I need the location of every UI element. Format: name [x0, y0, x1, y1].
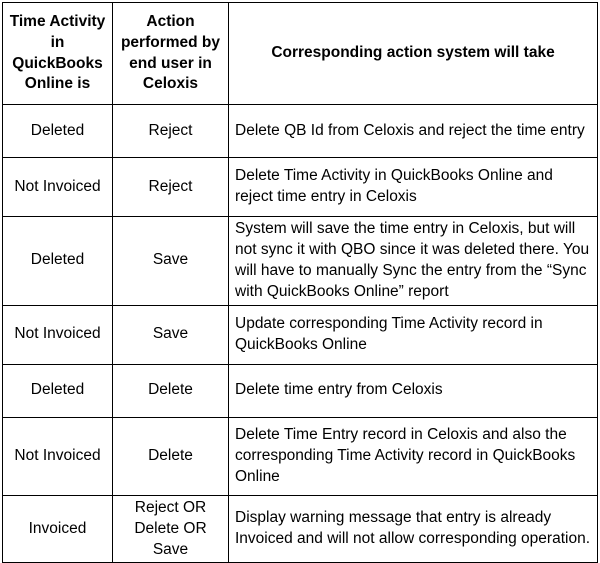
table-row	[3, 158, 598, 217]
status-cell: Not Invoiced	[3, 158, 113, 217]
table-row	[3, 305, 598, 364]
table-row	[3, 364, 598, 417]
action-cell: Save	[113, 217, 229, 306]
result-cell: Display warning message that entry is already Invoiced and will not allow corresponding operation.	[229, 495, 598, 563]
result-cell: Delete Time Activity in QuickBooks Online and reject time entry in Celoxis	[229, 158, 598, 217]
action-cell: Reject OR Delete OR Save	[113, 495, 229, 563]
action-cell: Delete	[113, 417, 229, 495]
result-cell: Delete QB Id from Celoxis and reject the time entry	[229, 105, 598, 158]
action-cell: Reject	[113, 105, 229, 158]
action-cell: Delete	[113, 364, 229, 417]
action-cell: Save	[113, 305, 229, 364]
table-row	[3, 417, 598, 495]
header-time-activity-status: Time Activity in QuickBooks Online is	[3, 3, 113, 105]
header-system-action: Corresponding action system will take	[229, 3, 598, 105]
status-cell: Deleted	[3, 105, 113, 158]
header-user-action: Action performed by end user in Celoxis	[113, 3, 229, 105]
table-row	[3, 105, 598, 158]
result-cell: System will save the time entry in Celoxis, but will not sync it with QBO since it was deleted there. You will have to manually Sync the entry from the “Sync with QuickBooks Online” report	[229, 217, 598, 306]
status-cell: Invoiced	[3, 495, 113, 563]
result-cell: Update corresponding Time Activity record in QuickBooks Online	[229, 305, 598, 364]
sync-behavior-table	[2, 2, 598, 563]
result-cell: Delete time entry from Celoxis	[229, 364, 598, 417]
table-header-row	[3, 3, 598, 105]
status-cell: Not Invoiced	[3, 305, 113, 364]
result-cell: Delete Time Entry record in Celoxis and also the corresponding Time Activity record in QuickBooks Online	[229, 417, 598, 495]
table-row	[3, 495, 598, 563]
table-row	[3, 217, 598, 306]
action-cell: Reject	[113, 158, 229, 217]
status-cell: Deleted	[3, 364, 113, 417]
status-cell: Deleted	[3, 217, 113, 306]
status-cell: Not Invoiced	[3, 417, 113, 495]
